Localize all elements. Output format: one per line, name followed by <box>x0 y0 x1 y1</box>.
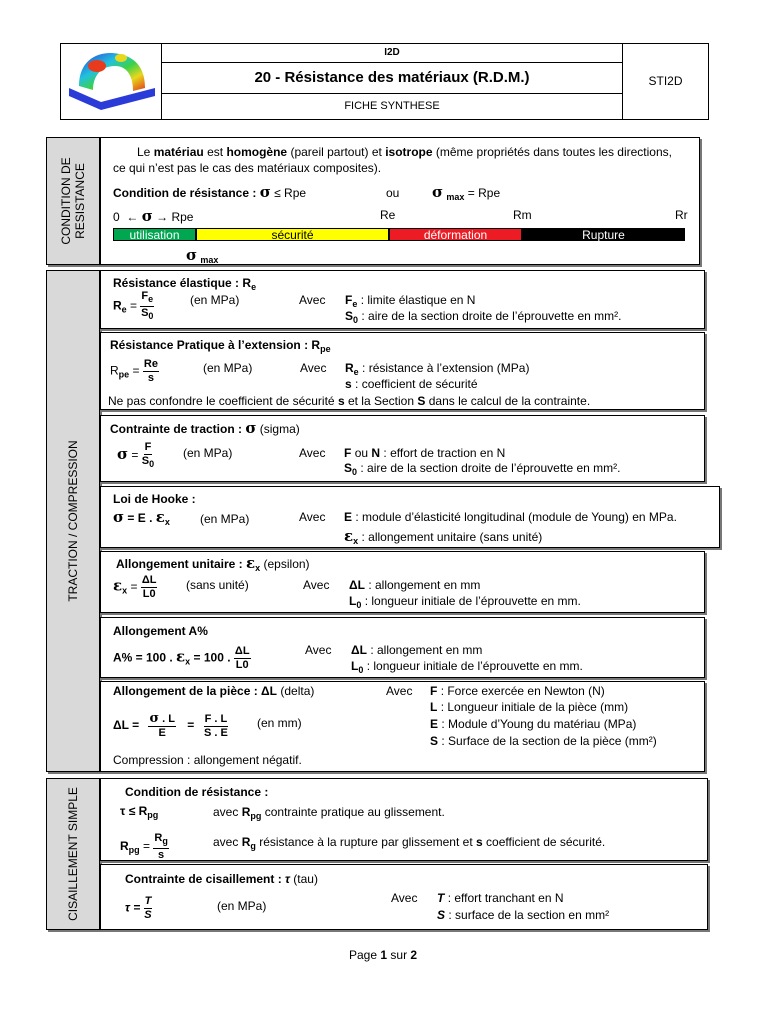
s6-lhs-sub: x <box>122 585 128 596</box>
page-footer <box>349 948 417 962</box>
sigma-symbol: σ <box>149 711 160 726</box>
s9-fraction <box>153 832 168 862</box>
header-title: 20 - Résistance des matériaux (R.D.M.) <box>254 69 530 86</box>
s5-avec: Avec <box>299 510 326 524</box>
s3-note1: Ne pas confondre le coefficient de sécurité <box>108 394 335 408</box>
s8-formula <box>113 712 228 740</box>
footer-page-label: Page <box>349 948 378 962</box>
s8-note: Compression : allongement négatif. <box>113 753 302 767</box>
s8-fraction2 <box>204 713 229 740</box>
s3-d1a-sub: e <box>353 367 359 377</box>
header-right: STI2D <box>648 74 683 88</box>
header-title-cell <box>162 63 623 94</box>
s6-def2 <box>349 594 581 610</box>
s7-f1: A% = 100 . <box>113 650 173 665</box>
s9-avec2: avec <box>213 835 239 849</box>
s5-title: Loi de Hooke : <box>113 492 196 506</box>
header-right-cell <box>623 44 708 119</box>
s2-avec: Avec <box>299 293 326 307</box>
s6-formula: $\varepsilon_x$ = $\frac{\Delta L}{L0}$ <box>113 574 157 600</box>
s8-def2 <box>430 700 628 714</box>
sigma-symbol: σ <box>113 508 125 526</box>
s5-d2a-sub: x <box>353 536 359 546</box>
s1-p3: est <box>207 145 224 159</box>
s6-d1a: ΔL <box>349 578 365 592</box>
s9-num <box>153 832 168 849</box>
s3-note-S: S <box>417 394 426 408</box>
s1-eq-rpe: = Rpe <box>467 186 501 200</box>
s6-unit: (sans unité) <box>186 578 249 592</box>
s3-avec: Avec <box>300 361 327 375</box>
s1-p7: (même propriétés dans toutes les directions, <box>435 145 672 159</box>
s8-d4a: S <box>430 734 439 748</box>
s6-fraction <box>141 574 158 601</box>
s3-note-s: s <box>337 394 345 408</box>
s1-intro-line1 <box>137 145 672 159</box>
s5-formula-text: = E . <box>127 511 153 525</box>
sigma-symbol: σ <box>117 445 129 464</box>
s10-lhs: τ = <box>125 900 141 915</box>
scale-rm: Rm <box>513 208 532 222</box>
s9-f2: $R_{pg}$ = $\frac{R_g}{s}$ <box>120 832 168 861</box>
s5-d1a: E <box>344 510 353 524</box>
s7-f2: = 100 . <box>193 650 231 665</box>
s10-unit: (en MPa) <box>217 899 267 913</box>
s5-unit: (en MPa) <box>200 512 250 526</box>
s1-p2: matériau <box>153 145 204 159</box>
s3-def1 <box>345 361 529 377</box>
s6-title-text: Allongement unitaire : <box>116 557 243 571</box>
s1-le-rpe: ≤ Rpe <box>274 186 307 200</box>
s4-def1 <box>344 446 505 460</box>
s2-def2 <box>345 309 622 325</box>
s2-den <box>141 307 153 323</box>
s8-d4b: : Surface de la section de la pièce (mm²) <box>441 734 657 748</box>
s6-d2a: L <box>349 594 357 608</box>
scale-rr: Rr <box>675 208 688 222</box>
s9-d1a: R <box>241 805 251 819</box>
s5-def2 <box>344 527 542 546</box>
s8-avec: Avec <box>386 684 413 698</box>
s3-unit: (en MPa) <box>203 361 253 375</box>
s2-num-sub: e <box>148 294 154 304</box>
s9-d2a: R <box>241 835 251 849</box>
s10-def1 <box>437 891 564 905</box>
epsilon-symbol: ε <box>155 508 165 526</box>
s4-d1b: ou <box>354 446 369 460</box>
s3-fraction <box>143 358 159 385</box>
s8-d3a: E <box>430 717 439 731</box>
s8-lhs: ΔL = <box>113 718 140 733</box>
s2-num-text: F <box>141 290 149 302</box>
s6-d1b: : allongement en mm <box>368 578 481 592</box>
s2-d1a: F <box>345 293 353 307</box>
s3-title <box>110 338 331 354</box>
s10-title-text: Contrainte de cisaillement : <box>125 872 282 886</box>
zone-rupture-label: Rupture <box>582 228 625 242</box>
s8-def3 <box>430 717 636 731</box>
s10-avec: Avec <box>391 891 418 905</box>
s10-d1b: : effort tranchant en N <box>447 891 564 905</box>
label-condition <box>46 137 100 265</box>
s7-formula <box>113 645 251 672</box>
s6-title <box>116 554 310 573</box>
s4-fraction <box>142 441 154 471</box>
s5-def1 <box>344 510 677 524</box>
s9-title: Condition de résistance : <box>125 785 269 799</box>
s4-d2b: : aire de la section droite de l’éprouvette en mm². <box>360 461 621 475</box>
zone-securite-label: sécurité <box>271 228 314 242</box>
footer-page-number: 1 <box>380 948 388 962</box>
s4-d1c: N <box>371 446 381 460</box>
s6-num: ΔL <box>141 574 157 586</box>
tau-symbol: τ <box>285 872 290 886</box>
s4-d2a-sub: 0 <box>352 467 358 477</box>
s7-def2 <box>351 659 583 675</box>
s1-cond-label: Condition de résistance : <box>113 186 257 200</box>
s8-unit: (en mm) <box>257 716 302 730</box>
footer-page-total: 2 <box>410 948 418 962</box>
s8-title <box>113 684 314 698</box>
s4-def2 <box>344 461 621 477</box>
s4-d2a: S <box>344 461 353 475</box>
arrow-right-icon: → <box>156 210 169 224</box>
label-traction-text: TRACTION / COMPRESSION <box>66 440 80 602</box>
s10-d2b: : surface de la section en mm² <box>448 908 610 922</box>
s2-d2a: S <box>345 309 354 323</box>
sigma-symbol: σ <box>245 419 257 437</box>
s2-den-text: S <box>141 307 149 319</box>
s7-f1-sub: x <box>185 656 191 667</box>
zone-securite <box>196 228 389 241</box>
s10-num: T <box>144 895 152 907</box>
s8-num1 <box>148 712 176 727</box>
s3-d1b: : résistance à l’extension (MPa) <box>362 361 530 375</box>
s2-d1b: : limite élastique en N <box>360 293 476 307</box>
s5-eps-sub: x <box>164 517 170 527</box>
footer-sur: sur <box>390 948 408 962</box>
s8-fraction1 <box>148 712 176 740</box>
s10-formula <box>125 895 152 922</box>
s8-def4 <box>430 734 657 748</box>
s8-num1-text: . L <box>162 713 175 725</box>
s5-formula <box>113 508 170 527</box>
s4-den-text: S <box>141 455 150 467</box>
s1-max: max <box>446 192 465 202</box>
scale-re: Re <box>380 208 396 222</box>
scale-0: 0 <box>113 210 120 224</box>
s2-d2a-sub: 0 <box>353 315 359 325</box>
s1-p5: (pareil partout) et <box>290 145 382 159</box>
s4-formula: σ = $\frac{F}{S_0}$ <box>117 441 155 469</box>
s9-d2b: résistance à la rupture par glissement et <box>259 835 473 849</box>
s1-p1: Le <box>137 145 151 159</box>
header-course-cell <box>162 44 623 63</box>
zone-rupture <box>522 228 685 241</box>
s2-def1 <box>345 293 475 309</box>
s3-note3: dans le calcul de la contrainte. <box>428 394 591 408</box>
s4-avec: Avec <box>299 446 326 460</box>
s9-d1a-sub: pg <box>250 811 262 821</box>
label-cisaillement <box>46 778 100 930</box>
s8-d1b: : Force exercée en Newton (N) <box>440 684 605 698</box>
s9-d1b: contrainte pratique au glissement. <box>264 805 445 819</box>
s7-d2a-sub: 0 <box>358 665 364 675</box>
s4-title <box>110 419 300 437</box>
s8-eq: = <box>187 718 195 733</box>
s3-d2b: : coefficient de sécurité <box>355 377 478 391</box>
fea-part-icon <box>61 44 161 119</box>
s3-title-sub: pe <box>320 344 331 354</box>
s2-unit: (en MPa) <box>190 293 240 307</box>
s4-title-paren: (sigma) <box>259 422 300 436</box>
s10-title <box>125 872 318 886</box>
s10-d2a: S <box>437 908 446 922</box>
s8-title-text: Allongement de la pièce : ΔL <box>113 684 277 698</box>
s10-title-paren: (tau) <box>293 872 318 886</box>
s3-lhs: R <box>110 363 119 378</box>
s4-den-sub: 0 <box>149 459 155 469</box>
s7-d1a: ΔL <box>351 643 367 657</box>
s9-f1 <box>120 804 158 820</box>
s10-d1a: T <box>437 891 445 905</box>
label-condition-text: CONDITION DE RESISTANCE <box>59 157 87 245</box>
epsilon-symbol: ε <box>176 647 186 666</box>
s1-condition <box>113 183 306 201</box>
s7-den: L0 <box>235 659 249 671</box>
s2-formula: $R_e$ = $\frac{F_e}{S_0}$ <box>113 290 154 321</box>
s3-title-text: Résistance Pratique à l’extension : R <box>110 338 321 352</box>
s1-p6: isotrope <box>385 145 433 159</box>
s8-title-paren: (delta) <box>280 684 315 698</box>
s9-avec1: avec <box>213 805 239 819</box>
s1-scale-left <box>113 207 193 225</box>
sigma-symbol: σ <box>186 246 198 264</box>
s10-def2 <box>437 908 609 922</box>
s4-unit: (en MPa) <box>183 446 233 460</box>
s8-num2: F . L <box>204 712 228 725</box>
s6-d2a-sub: 0 <box>356 600 362 610</box>
s2-lhs-sub: e <box>121 304 127 315</box>
s5-d2b: : allongement unitaire (sans unité) <box>361 530 543 544</box>
s9-d2c: s <box>476 835 483 849</box>
sigma-symbol: σ <box>259 183 271 201</box>
sigma-symbol: σ <box>432 183 444 201</box>
s2-title-sub: e <box>251 282 257 292</box>
s8-d1a: F <box>430 684 438 698</box>
s9-num-text: R <box>154 832 163 844</box>
s1-sigmamax <box>432 183 500 202</box>
s6-title-sub: x <box>255 563 261 573</box>
s10-fraction <box>144 895 153 922</box>
s2-d1a-sub: e <box>352 299 358 309</box>
s3-note2: et la Section <box>347 394 415 408</box>
s5-d1b: : module d’élasticité longitudinal (module de Young) en MPa. <box>355 510 677 524</box>
zone-utilisation <box>113 228 196 241</box>
s9-den: s <box>158 849 165 861</box>
s2-num <box>140 290 154 307</box>
sigma-symbol: σ <box>141 207 153 225</box>
s9-f1-text: τ ≤ R <box>120 804 148 818</box>
s3-d1a: R <box>345 361 354 375</box>
s4-num: F <box>144 441 152 453</box>
s1-p4: homogène <box>226 145 288 159</box>
s8-d2b: : Longueur initiale de la pièce (mm) <box>440 700 629 714</box>
s8-d2a: L <box>430 700 438 714</box>
s3-d2a: s <box>345 377 352 391</box>
epsilon-symbol: ε <box>344 527 354 545</box>
s3-num: Re <box>143 358 158 370</box>
zone-deformation <box>389 228 522 241</box>
s8-den1: E <box>158 727 166 739</box>
s2-lhs: R <box>113 298 122 313</box>
s10-den: S <box>144 909 152 921</box>
s9-lhs-sub: pg <box>128 845 140 856</box>
s8-def1 <box>430 684 605 698</box>
s6-title-paren: (epsilon) <box>263 557 310 571</box>
s8-den2: S . E <box>204 726 228 739</box>
header-logo <box>61 44 162 119</box>
zone-deformation-label: déformation <box>423 228 488 242</box>
s2-title-text: Résistance élastique : R <box>113 276 252 290</box>
s9-f1-sub: pg <box>147 810 159 820</box>
s4-den <box>142 455 154 471</box>
s7-d2a: L <box>351 659 359 673</box>
s7-title: Allongement A% <box>113 624 208 638</box>
s6-den: L0 <box>142 588 156 600</box>
s4-d1d: : effort de traction en N <box>383 446 506 460</box>
s8-d3b: : Module d’Young du matériau (MPa) <box>441 717 637 731</box>
scale-rpe: Rpe <box>171 210 194 224</box>
s6-def1 <box>349 578 480 592</box>
s2-fraction <box>140 290 154 323</box>
s6-avec: Avec <box>303 578 330 592</box>
s9-num-sub: g <box>162 836 168 846</box>
s7-d2b: : longueur initiale de l’éprouvette en mm. <box>366 659 583 673</box>
epsilon-symbol: ε <box>113 576 123 595</box>
label-traction <box>46 270 100 772</box>
s7-fraction <box>234 645 251 672</box>
s3-formula: $R_{pe}$ = $\frac{Re}{s}$ <box>110 358 158 384</box>
s9-def2 <box>213 835 605 851</box>
s9-def1 <box>213 805 445 821</box>
s3-note <box>108 394 590 408</box>
header-course: I2D <box>384 47 400 58</box>
s3-den: s <box>147 372 154 384</box>
s4-title-text: Contrainte de traction : <box>110 422 243 436</box>
s7-def1 <box>351 643 482 657</box>
s7-num: ΔL <box>234 645 250 657</box>
zone-utilisation-label: utilisation <box>129 228 180 242</box>
s1-intro-line2: ce qui n’est pas le cas des matériaux composites). <box>113 161 382 175</box>
epsilon-symbol: ε <box>246 554 256 572</box>
s4-d1a: F <box>344 446 352 460</box>
s1-max-below: max <box>200 255 219 265</box>
header-subtitle: FICHE SYNTHESE <box>344 100 440 112</box>
arrow-left-icon: ← <box>126 210 139 224</box>
s3-def2 <box>345 377 478 391</box>
s9-d2d: coefficient de sécurité. <box>486 835 606 849</box>
s1-ou: ou <box>386 186 400 200</box>
header-subtitle-cell <box>162 94 623 119</box>
s6-d2b: : longueur initiale de l’éprouvette en mm. <box>364 594 581 608</box>
s7-d1b: : allongement en mm <box>370 643 483 657</box>
s2-den-sub: 0 <box>148 311 154 321</box>
s1-sigmamax-below <box>186 246 218 265</box>
s7-avec: Avec <box>305 643 332 657</box>
s2-d2b: : aire de la section droite de l’éprouvette en mm². <box>361 309 622 323</box>
label-cisaillement-text: CISAILLEMENT SIMPLE <box>66 787 80 921</box>
s9-d2a-sub: g <box>250 841 256 851</box>
s9-lhs: R <box>120 839 129 854</box>
s3-lhs-sub: pe <box>118 369 130 380</box>
